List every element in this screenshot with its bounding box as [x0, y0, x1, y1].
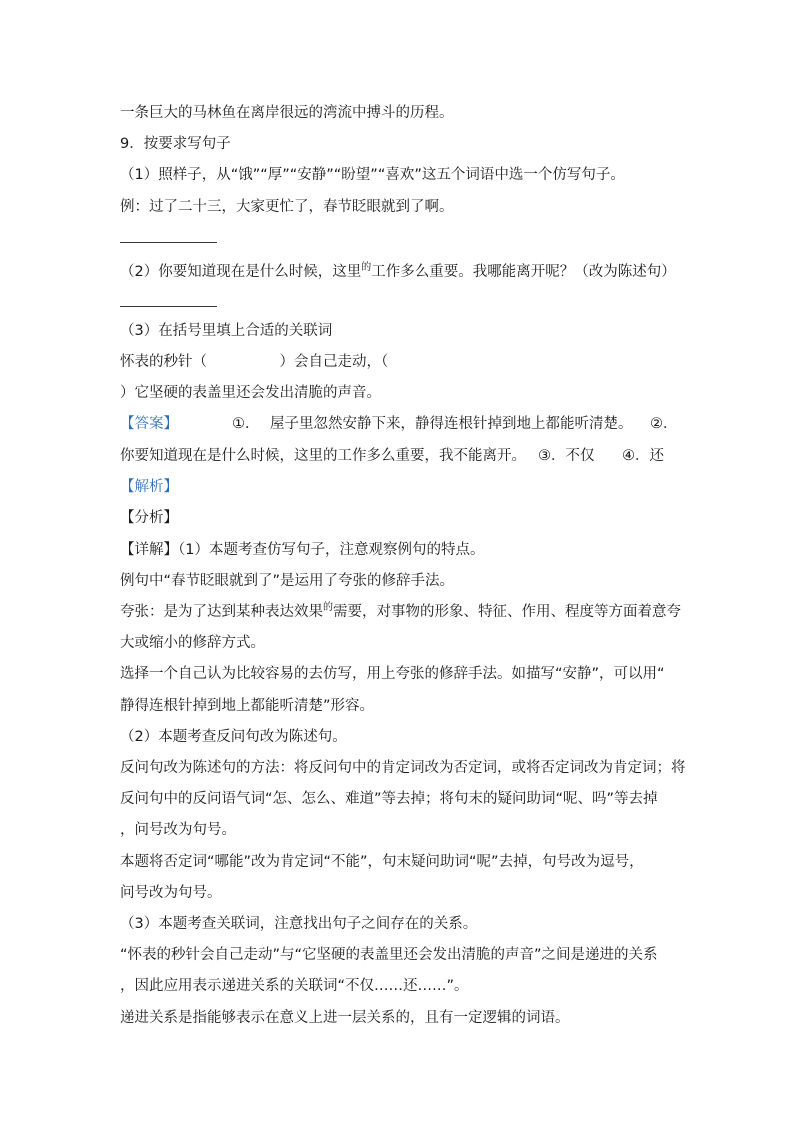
question-9-3-sentence-b: ）它坚硬的表盖里还会发出清脆的声音。: [120, 385, 381, 401]
answer-row: [120, 414, 678, 434]
detail-line-13: （3）本题考查关联词，注意找出句子之间存在的关系。: [120, 916, 478, 932]
answer-row-2: [120, 446, 670, 466]
answer-1-text: 屋子里忽然安静下来，静得连根针掉到地上都能听清楚。: [270, 416, 633, 432]
example-sentence: 例：过了二十三，大家更忙了，春节眨眼就到了啊。: [120, 199, 454, 215]
passage-ending: 一条巨大的马林鱼在离岸很远的湾流中搏斗的历程。: [120, 105, 454, 121]
detail-line-5: 选择一个自己认为比较容易的去仿写，用上夸张的修辞手法。如描写“安静”，可以用“: [120, 666, 665, 682]
answer-blank-2[interactable]: [120, 306, 217, 307]
detail-line-3-superscript: 的: [323, 602, 333, 613]
question-9-title: 9．按要求写句子: [120, 136, 231, 152]
detail-line-7: （2）本题考查反问句改为陈述句。: [120, 729, 347, 745]
detail-line-9: 反问句中的反问语气词“怎、怎么、难道”等去掉；将句末的疑问助词“呢、吗”等去掉: [120, 791, 658, 807]
detail-tag: 【详解】: [120, 542, 178, 558]
question-9-3-prompt: （3）在括号里填上合适的关联词: [120, 323, 333, 339]
answer-4: ④．还: [622, 448, 664, 464]
detail-line-3-part-b: 需要，对事物的形象、特征、作用、程度等方面着意夸: [333, 604, 681, 620]
answer-3: ③．不仅: [538, 448, 595, 464]
answer-tag: 【答案】: [120, 416, 178, 432]
detail-line-15: ，因此应用表示递进关系的关联词“不仅……还……”。: [120, 978, 469, 994]
question-9-2-part-b: 工作多么重要。我哪能离开呢？（改为陈述句）: [371, 264, 676, 280]
detail-line-4: 大或缩小的修辞方式。: [120, 635, 265, 651]
detail-line-2: 例句中“春节眨眼就到了”是运用了夸张的修辞手法。: [120, 573, 455, 589]
question-9-2-part-a: （2）你要知道现在是什么时候，这里: [120, 264, 362, 280]
question-9-3-sentence-a: 怀表的秒针（ ）会自己走动，（: [120, 354, 389, 370]
fenxi-heading: 【分析】: [120, 510, 178, 526]
question-9-2-superscript: 的: [361, 262, 372, 273]
detail-line-8: 反问句改为陈述句的方法：将反问句中的肯定词改为否定词，或将否定词改为肯定词；将: [120, 760, 686, 776]
detail-line-1: [120, 540, 484, 560]
detail-line-11: 本题将否定词“哪能”改为肯定词“不能”，句末疑问助词“呢”去掉，句号改为逗号，: [120, 854, 644, 870]
analysis-tag: 【解析】: [120, 479, 178, 495]
detail-line-12: 问号改为句号。: [120, 885, 222, 901]
question-9-2-prompt: [120, 262, 676, 284]
detail-text-1: （1）本题考查仿写句子，注意观察例句的特点。: [178, 542, 485, 558]
detail-line-3-part-a: 夸张：是为了达到某种表达效果: [120, 604, 323, 620]
answer-2-number: ②．: [650, 416, 678, 432]
question-9-1-prompt: （1）照样子，从“饿”“厚”“安静”“盼望”“喜欢”这五个词语中选一个仿写句子。: [120, 167, 625, 183]
detail-line-10: ，问号改为句号。: [120, 822, 236, 838]
answer-1-number: ①．: [232, 416, 260, 432]
detail-line-6: 静得连根针掉到地上都能听清楚”形容。: [120, 698, 375, 714]
detail-line-16: 递进关系是指能够表示在意义上进一层关系的，且有一定逻辑的词语。: [120, 1010, 570, 1026]
detail-line-3: [120, 602, 681, 624]
answer-2-text: 你要知道现在是什么时候，这里的工作多么重要，我不能离开。: [120, 448, 526, 464]
answer-blank-1[interactable]: [120, 242, 217, 243]
detail-line-14: “怀表的秒针会自己走动”与“它坚硬的表盖里还会发出清脆的声音”之间是递进的关系: [120, 947, 658, 963]
